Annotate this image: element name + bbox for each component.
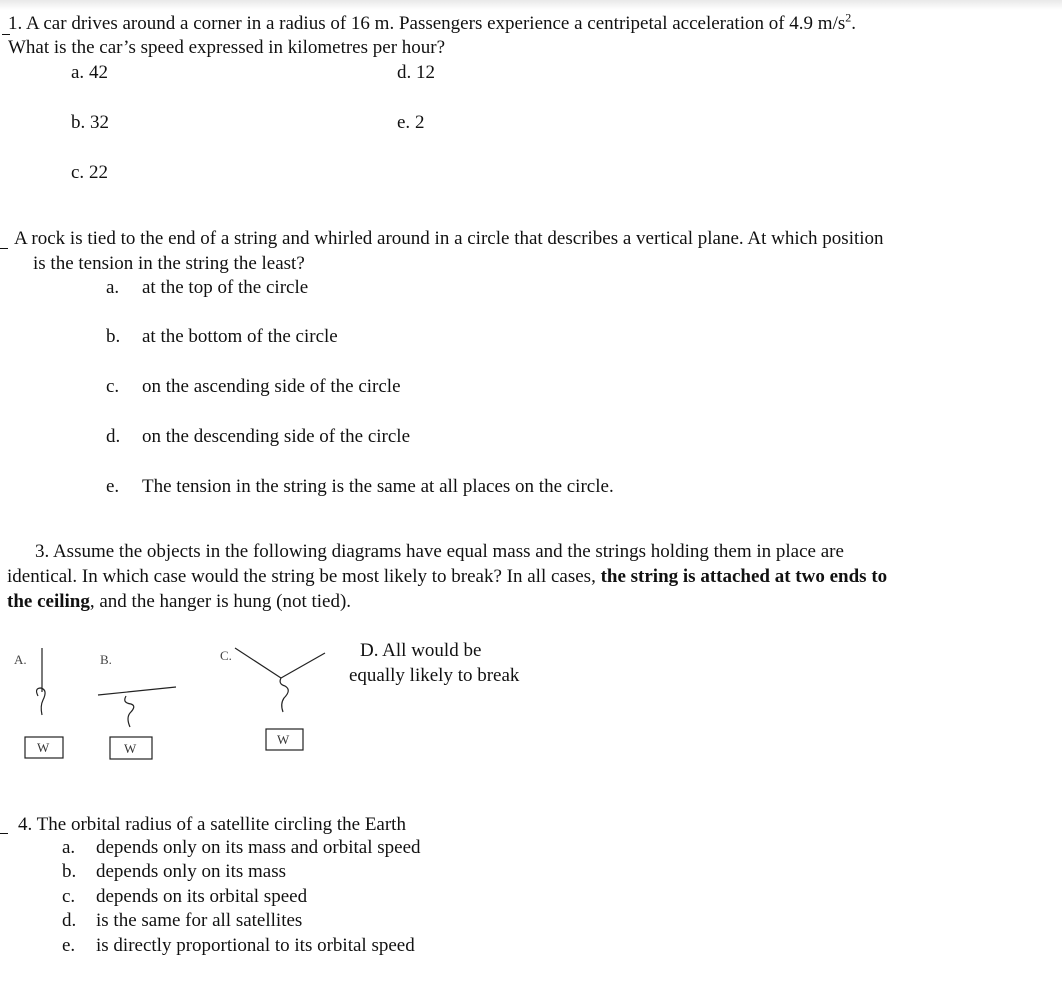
q4-option-d[interactable]: d. is the same for all satellites xyxy=(62,910,303,931)
question-2-stem-line-1: A rock is tied to the end of a string and whirled around in a circle that describes a vertical plane. At which position xyxy=(14,228,884,249)
answer-blank xyxy=(0,833,8,834)
weight-label-c: W xyxy=(277,732,290,747)
q3-option-d-line-2[interactable]: equally likely to break xyxy=(349,665,520,686)
q4-option-e[interactable]: e. is directly proportional to its orbital speed xyxy=(62,935,415,956)
weight-label-b: W xyxy=(124,741,137,756)
q2-option-a[interactable]: a. at the top of the circle xyxy=(106,277,309,298)
question-4-stem: 4. The orbital radius of a satellite circling the Earth xyxy=(18,814,406,835)
q1-option-b[interactable]: b. 32 xyxy=(71,112,109,133)
q2-option-b[interactable]: b. at the bottom of the circle xyxy=(106,326,338,347)
hook-a xyxy=(37,688,46,715)
q4-option-b[interactable]: b. depends only on its mass xyxy=(62,861,286,882)
q2-option-c[interactable]: c. on the ascending side of the circle xyxy=(106,376,401,397)
diagram-label-b: B. xyxy=(100,652,112,667)
hook-c xyxy=(280,678,288,712)
q1-option-c[interactable]: c. 22 xyxy=(71,162,108,183)
q1-option-e[interactable]: e. 2 xyxy=(397,112,425,133)
string-b xyxy=(98,687,176,695)
hanging-weights-diagram xyxy=(0,640,340,770)
top-edge-shade xyxy=(0,0,1062,10)
q4-option-c[interactable]: c. depends on its orbital speed xyxy=(62,886,308,907)
q1-option-a[interactable]: a. 42 xyxy=(71,62,108,83)
diagram-label-a: A. xyxy=(14,652,27,667)
diagram-label-c: C. xyxy=(220,648,232,663)
q4-option-a[interactable]: a. depends only on its mass and orbital speed xyxy=(62,837,421,858)
question-3-stem-line-2: identical. In which case would the string be most likely to break? In all cases, the string is attached at two ends to xyxy=(7,566,888,587)
question-3-stem-line-1: 3. Assume the objects in the following diagrams have equal mass and the strings holding them in place are xyxy=(35,541,844,562)
answer-blank xyxy=(0,248,8,249)
question-1-stem-line-1: 1. A car drives around a corner in a radius of 16 m. Passengers experience a centripetal acceleration of 4.9 $m/s^2$. xyxy=(8,10,857,34)
q2-option-d[interactable]: d. on the descending side of the circle xyxy=(106,426,411,447)
string-c-right xyxy=(281,653,325,678)
question-2-stem-line-2: is the tension in the string the least? xyxy=(33,253,305,274)
weight-label-a: W xyxy=(37,740,50,755)
q2-option-e[interactable]: e. The tension in the string is the same at all places on the circle. xyxy=(106,476,614,497)
q1-option-d[interactable]: d. 12 xyxy=(397,62,435,83)
q3-option-d-line-1[interactable]: D. All would be xyxy=(360,640,482,661)
hook-b xyxy=(125,696,134,727)
question-3-stem-line-3: the ceiling, and the hanger is hung (not tied). xyxy=(7,591,352,612)
question-1-stem-line-2: What is the car’s speed expressed in kilometres per hour? xyxy=(8,37,446,58)
string-c-left xyxy=(235,648,281,678)
